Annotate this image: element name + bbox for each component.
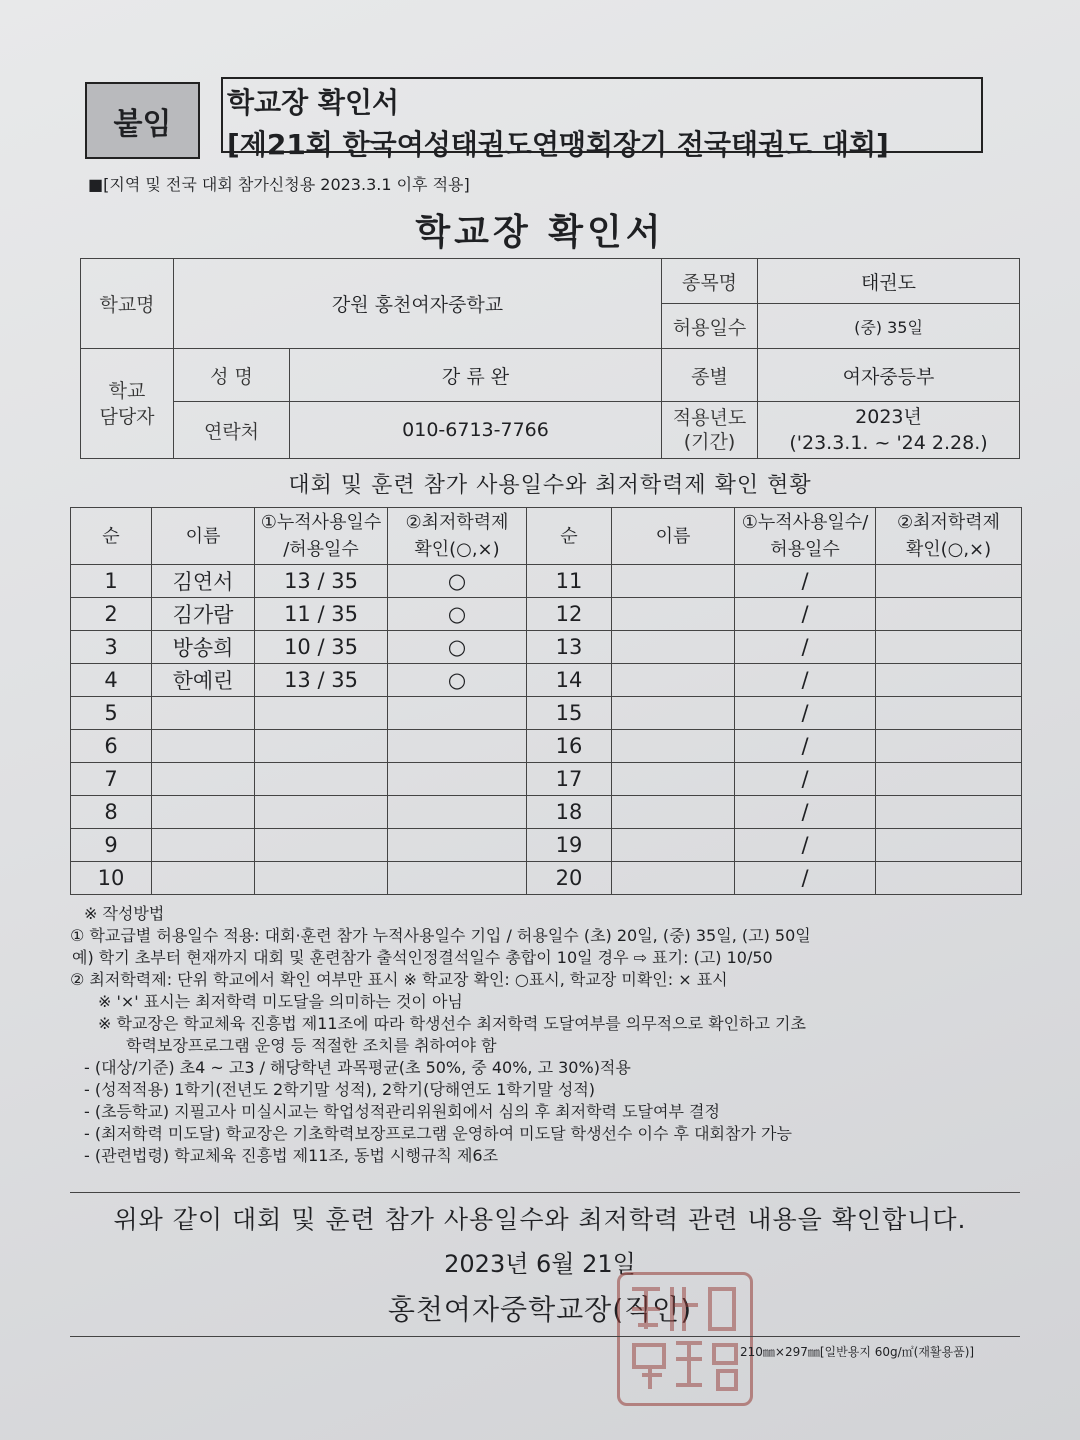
min-academic-check — [876, 598, 1022, 631]
days-label: 허용일수 — [662, 304, 758, 349]
table-row — [71, 829, 1022, 862]
note-line: - (관련법령) 학교체육 진흥법 제11조, 동법 시행규칙 제6조 — [84, 1146, 499, 1165]
days-used — [255, 763, 388, 796]
min-academic-check: ○ — [388, 664, 527, 697]
days-used: / — [735, 697, 876, 730]
header-cell: 순 — [71, 508, 152, 565]
min-academic-check — [876, 631, 1022, 664]
row-number: 4 — [71, 664, 152, 697]
divider — [70, 1192, 1020, 1193]
days-used: / — [735, 565, 876, 598]
student-name: 김가람 — [152, 598, 255, 631]
days-used: / — [735, 664, 876, 697]
min-academic-check — [388, 829, 527, 862]
header-cell: ①누적사용일수/ 허용일수 — [735, 508, 876, 565]
header-line-1: 학교장 확인서 — [227, 86, 400, 119]
row-number: 12 — [527, 598, 612, 631]
table-row — [71, 697, 1022, 730]
days-used: / — [735, 796, 876, 829]
days-used — [255, 796, 388, 829]
row-number: 9 — [71, 829, 152, 862]
row-number: 14 — [527, 664, 612, 697]
student-name: 김연서 — [152, 565, 255, 598]
table-row — [71, 730, 1022, 763]
year-value: 2023년 ('23.3.1. ~ '24 2.28.) — [758, 402, 1020, 459]
note-line: - (대상/기준) 초4 ~ 고3 / 해당학년 과목평균(초 50%, 중 40%, 고 30%)적용 — [84, 1058, 631, 1077]
contact-label: 연락처 — [174, 402, 290, 459]
header-cell: ①누적사용일수 /허용일수 — [255, 508, 388, 565]
contact-value: 010-6713-7766 — [290, 402, 662, 459]
row-number: 5 — [71, 697, 152, 730]
applicable-note: ■[지역 및 전국 대회 참가신청용 2023.3.1 이후 적용] — [88, 175, 470, 194]
event-value: 태권도 — [758, 259, 1020, 304]
header-cell: 이름 — [612, 508, 735, 565]
note-line: - (초등학교) 지필고사 미실시교는 학업성적관리위원회에서 심의 후 최저학력 도달여부 결정 — [84, 1102, 720, 1121]
paper-spec: 210㎜×297㎜[일반용지 60g/㎡(재활용품)] — [740, 1345, 975, 1359]
days-used: 10 / 35 — [255, 631, 388, 664]
note-line: ※ '×' 표시는 최저학력 미도달을 의미하는 것이 아님 — [98, 992, 463, 1011]
participation-table — [70, 507, 1022, 895]
student-name — [152, 730, 255, 763]
days-used: 13 / 35 — [255, 664, 388, 697]
min-academic-check — [876, 565, 1022, 598]
min-academic-check — [876, 763, 1022, 796]
header-line-2: [제21회 한국여성태권도연맹회장기 전국태권도 대회] — [227, 128, 889, 161]
table-row — [71, 631, 1022, 664]
row-number: 2 — [71, 598, 152, 631]
days-used: / — [735, 631, 876, 664]
min-academic-check — [876, 730, 1022, 763]
min-academic-check: ○ — [388, 631, 527, 664]
row-number: 17 — [527, 763, 612, 796]
row-number: 15 — [527, 697, 612, 730]
days-used: / — [735, 763, 876, 796]
days-used: 13 / 35 — [255, 565, 388, 598]
student-name — [612, 631, 735, 664]
min-academic-check — [388, 763, 527, 796]
document-title: 학교장 확인서 — [415, 212, 665, 253]
days-used — [255, 829, 388, 862]
name-value: 강 류 완 — [290, 349, 662, 402]
note-line: 학력보장프로그램 운영 등 적절한 조치를 취하여야 함 — [126, 1036, 497, 1055]
row-number: 1 — [71, 565, 152, 598]
header-cell: 이름 — [152, 508, 255, 565]
person-label: 학교 담당자 — [81, 349, 174, 459]
official-seal — [617, 1272, 753, 1406]
note-line: - (성적적용) 1학기(전년도 2학기말 성적), 2학기(당해연도 1학기말 성적) — [84, 1080, 596, 1099]
days-used: / — [735, 598, 876, 631]
header-cell: 순 — [527, 508, 612, 565]
school-label: 학교명 — [81, 259, 174, 349]
student-name — [612, 829, 735, 862]
row-number: 13 — [527, 631, 612, 664]
days-used: 11 / 35 — [255, 598, 388, 631]
table-row — [71, 565, 1022, 598]
table-row — [71, 763, 1022, 796]
table-row — [71, 664, 1022, 697]
student-name — [612, 664, 735, 697]
student-name — [152, 862, 255, 895]
student-name: 방송희 — [152, 631, 255, 664]
name-label: 성 명 — [174, 349, 290, 402]
instructions — [70, 903, 1020, 1167]
table-row — [71, 598, 1022, 631]
student-name — [152, 796, 255, 829]
min-academic-check — [388, 730, 527, 763]
row-number: 8 — [71, 796, 152, 829]
note-line: 예) 학기 초부터 현재까지 대회 및 훈련참가 출석인정결석일수 총합이 10일 경우 ⇨ 표기: (고) 10/50 — [72, 948, 773, 967]
header-cell: ②최저학력제 확인(○,×) — [388, 508, 527, 565]
min-academic-check — [876, 829, 1022, 862]
table-row — [71, 862, 1022, 895]
min-academic-check — [876, 664, 1022, 697]
days-used: / — [735, 730, 876, 763]
note-line: ※ 학교장은 학교체육 진흥법 제11조에 따라 학생선수 최저학력 도달여부를 의무적으로 확인하고 기초 — [98, 1014, 806, 1033]
student-name — [612, 796, 735, 829]
document-date: 2023년 6월 21일 — [444, 1250, 636, 1278]
student-name — [152, 697, 255, 730]
min-academic-check: ○ — [388, 565, 527, 598]
info-table — [80, 258, 1020, 459]
status-subtitle: 대회 및 훈련 참가 사용일수와 최저학력제 확인 현황 — [288, 473, 812, 498]
row-number: 11 — [527, 565, 612, 598]
category-value: 여자중등부 — [758, 349, 1020, 402]
row-number: 18 — [527, 796, 612, 829]
days-used: / — [735, 862, 876, 895]
student-name: 한예린 — [152, 664, 255, 697]
days-used — [255, 697, 388, 730]
min-academic-check — [388, 796, 527, 829]
student-name — [152, 763, 255, 796]
min-academic-check — [876, 697, 1022, 730]
student-name — [612, 730, 735, 763]
header-cell: ②최저학력제 확인(○,×) — [876, 508, 1022, 565]
table-row — [71, 796, 1022, 829]
row-number: 20 — [527, 862, 612, 895]
note-line: ② 최저학력제: 단위 학교에서 확인 여부만 표시 ※ 학교장 확인: ○표시, 학교장 미확인: × 표시 — [70, 970, 728, 989]
days-used — [255, 862, 388, 895]
header-box — [221, 77, 983, 161]
row-number: 3 — [71, 631, 152, 664]
year-label: 적용년도 (기간) — [662, 402, 758, 459]
event-label: 종목명 — [662, 259, 758, 304]
min-academic-check — [876, 796, 1022, 829]
footer-rule — [70, 1336, 1020, 1337]
student-name — [152, 829, 255, 862]
row-number: 10 — [71, 862, 152, 895]
row-number: 6 — [71, 730, 152, 763]
min-academic-check: ○ — [388, 598, 527, 631]
days-used: / — [735, 829, 876, 862]
category-label: 종별 — [662, 349, 758, 402]
min-academic-check — [876, 862, 1022, 895]
row-number: 7 — [71, 763, 152, 796]
row-number: 19 — [527, 829, 612, 862]
row-number: 16 — [527, 730, 612, 763]
days-used — [255, 730, 388, 763]
min-academic-check — [388, 697, 527, 730]
student-name — [612, 763, 735, 796]
student-name — [612, 862, 735, 895]
min-academic-check — [388, 862, 527, 895]
principal-signature: 홍천여자중학교장(직인) — [387, 1293, 693, 1326]
student-name — [612, 565, 735, 598]
school-value: 강원 홍천여자중학교 — [174, 259, 662, 349]
student-name — [612, 598, 735, 631]
note-line: - (최저학력 미도달) 학교장은 기초학력보장프로그램 운영하여 미도달 학생선수 이수 후 대회참가 가능 — [84, 1124, 792, 1143]
confirmation-statement: 위와 같이 대회 및 훈련 참가 사용일수와 최저학력 관련 내용을 확인합니다. — [113, 1205, 967, 1234]
note-line: ※ 작성방법 — [84, 904, 165, 923]
student-name — [612, 697, 735, 730]
attachment-tag: 붙임 — [85, 82, 200, 159]
days-value: (중) 35일 — [758, 304, 1020, 349]
note-line: ① 학교급별 허용일수 적용: 대회·훈련 참가 누적사용일수 기입 / 허용일수 (초) 20일, (중) 35일, (고) 50일 — [70, 926, 811, 945]
